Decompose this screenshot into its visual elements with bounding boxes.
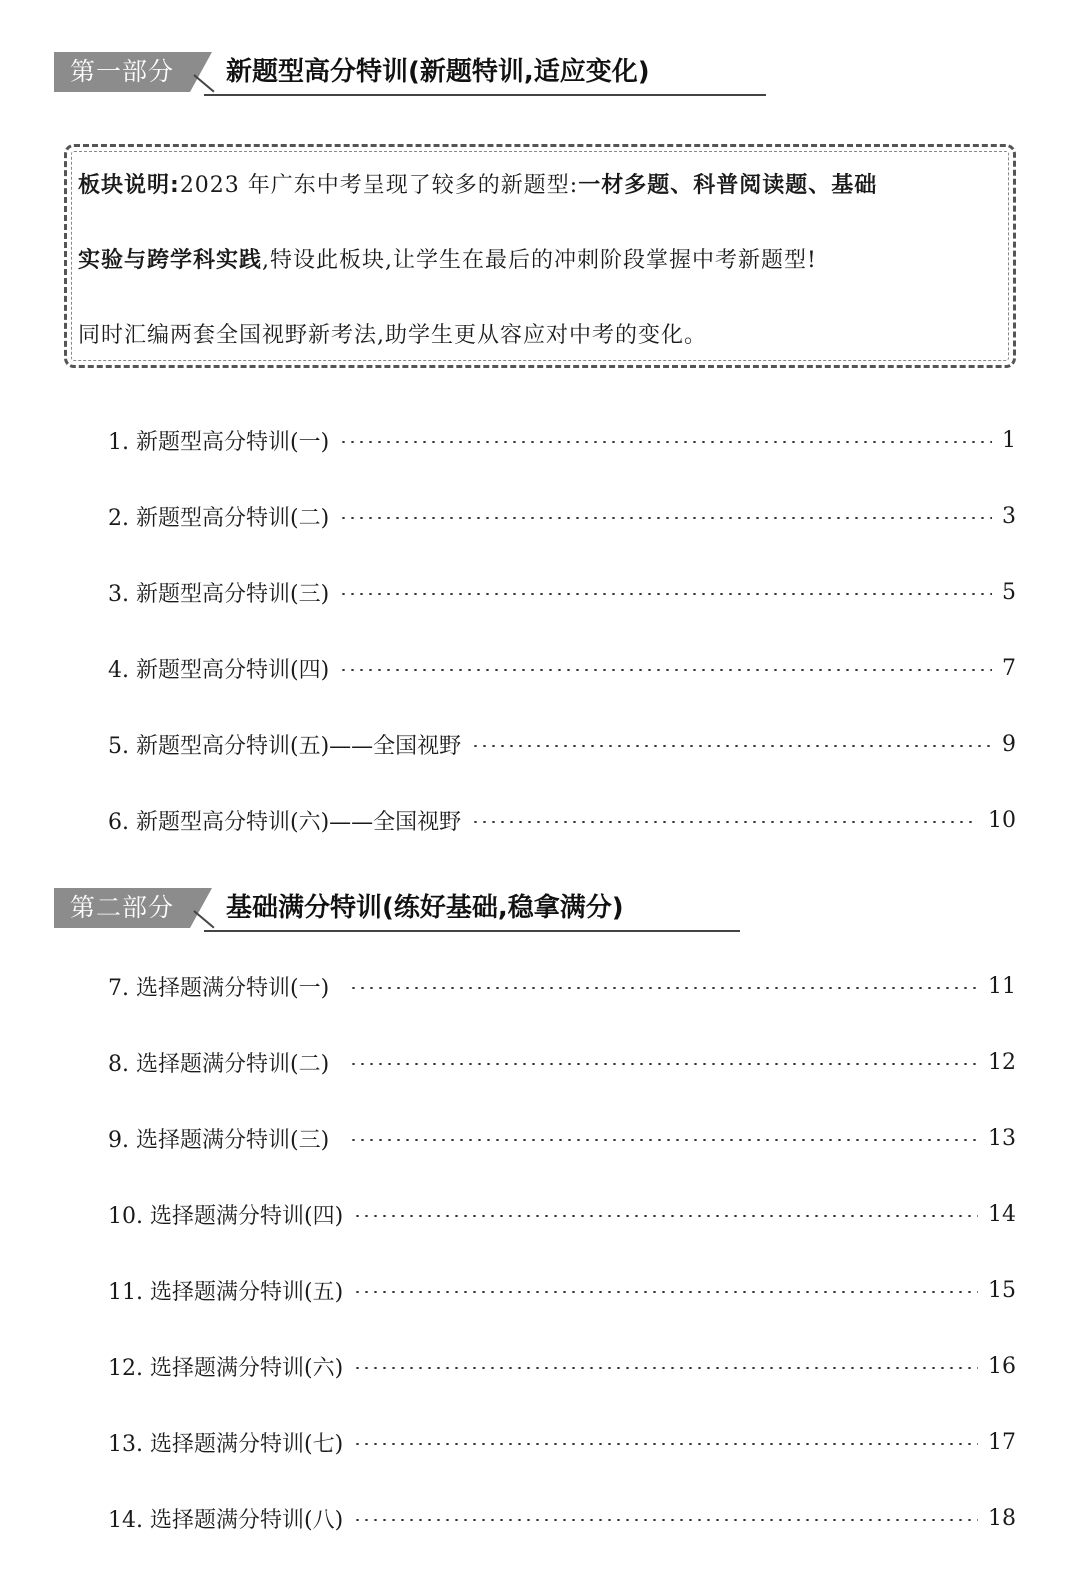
toc-leader-dots: [471, 821, 978, 823]
toc-leader-dots: [339, 669, 992, 671]
part2-title: 基础满分特训(练好基础,稳拿满分): [226, 893, 624, 923]
toc-entry-title: 1. 新题型高分特训(一): [108, 429, 330, 455]
notice-line-2-text: ,特设此板块,让学生在最后的冲刺阶段掌握中考新题型!: [262, 248, 817, 273]
toc-entry[interactable]: [108, 1498, 1016, 1538]
toc-leader-dots: [339, 593, 992, 595]
toc-page-number: 1: [1002, 427, 1016, 453]
toc-page-number: 10: [988, 807, 1016, 833]
part2-header-underline: [204, 930, 740, 932]
toc-entry-title: 12. 选择题满分特训(六): [108, 1355, 344, 1381]
toc-entry-title: 4. 新题型高分特训(四): [108, 657, 330, 683]
toc-leader-dots: [353, 1443, 978, 1445]
toc-entry-title: 13. 选择题满分特训(七): [108, 1431, 344, 1457]
part2-tab: 第二部分: [54, 888, 190, 928]
toc-entry-title: 3. 新题型高分特训(三): [108, 581, 330, 607]
toc-page-number: 3: [1002, 503, 1016, 529]
toc-entry[interactable]: [108, 648, 1016, 688]
toc-page-number: 13: [988, 1125, 1016, 1151]
toc-entry[interactable]: [108, 1042, 1016, 1082]
notice-line-3-text: 同时汇编两套全国视野新考法,助学生更从容应对中考的变化。: [78, 323, 707, 348]
toc-page-number: 15: [988, 1277, 1016, 1303]
notice-line-1: [78, 168, 1008, 199]
toc-entry[interactable]: [108, 966, 1016, 1006]
toc-page-number: 17: [988, 1429, 1016, 1455]
toc-page-number: 11: [988, 973, 1016, 999]
toc-leader-dots: [353, 1215, 978, 1217]
toc-entry-title: 11. 选择题满分特训(五): [108, 1279, 344, 1305]
toc-entry[interactable]: [108, 724, 1016, 764]
toc-page-number: 16: [988, 1353, 1016, 1379]
toc-leader-dots: [349, 1063, 978, 1065]
toc-entry[interactable]: [108, 1346, 1016, 1386]
toc-page-number: 7: [1002, 655, 1016, 681]
toc-page-number: 12: [988, 1049, 1016, 1075]
toc-page-number: 18: [988, 1505, 1016, 1531]
toc-entry[interactable]: [108, 1270, 1016, 1310]
part1-header: [54, 52, 766, 96]
toc-leader-dots: [471, 745, 992, 747]
notice-line-2: [78, 243, 1008, 274]
toc-page-number: 14: [988, 1201, 1016, 1227]
toc-leader-dots: [353, 1519, 978, 1521]
part2-header: [54, 888, 740, 932]
toc-entry[interactable]: [108, 800, 1016, 840]
toc-entry-title: 8. 选择题满分特训(二): [108, 1051, 330, 1077]
notice-line-1-text: 2023 年广东中考呈现了较多的新题型:: [179, 173, 579, 198]
toc-entry[interactable]: [108, 420, 1016, 460]
toc-leader-dots: [339, 441, 992, 443]
notice-line-2-bold: 实验与跨学科实践: [78, 248, 263, 273]
toc-entry[interactable]: [108, 572, 1016, 612]
part1-tab: 第一部分: [54, 52, 190, 92]
toc-leader-dots: [353, 1367, 978, 1369]
toc-entry-title: 7. 选择题满分特训(一): [108, 975, 330, 1001]
toc-entry-title: 10. 选择题满分特训(四): [108, 1203, 344, 1229]
toc-leader-dots: [339, 517, 992, 519]
notice-label: 板块说明:: [78, 173, 180, 198]
toc-entry-title: 9. 选择题满分特训(三): [108, 1127, 330, 1153]
toc-entry-title: 14. 选择题满分特训(八): [108, 1507, 344, 1533]
part1-header-underline: [204, 94, 766, 96]
notice-line-1-bold: 一材多题、科普阅读题、基础: [578, 173, 878, 198]
toc-entry[interactable]: [108, 1194, 1016, 1234]
toc-entry-title: 2. 新题型高分特训(二): [108, 505, 330, 531]
toc-page-number: 5: [1002, 579, 1016, 605]
toc-leader-dots: [353, 1291, 978, 1293]
notice-line-3: [78, 318, 1008, 349]
toc-page-number: 9: [1002, 731, 1016, 757]
part1-title: 新题型高分特训(新题特训,适应变化): [226, 57, 650, 87]
toc-entry[interactable]: [108, 1118, 1016, 1158]
toc-entry[interactable]: [108, 1422, 1016, 1462]
toc-entry[interactable]: [108, 496, 1016, 536]
toc-entry-title: 6. 新题型高分特训(六)——全国视野: [108, 809, 462, 835]
toc-leader-dots: [349, 1139, 978, 1141]
toc-entry-title: 5. 新题型高分特训(五)——全国视野: [108, 733, 462, 759]
toc-leader-dots: [349, 987, 978, 989]
